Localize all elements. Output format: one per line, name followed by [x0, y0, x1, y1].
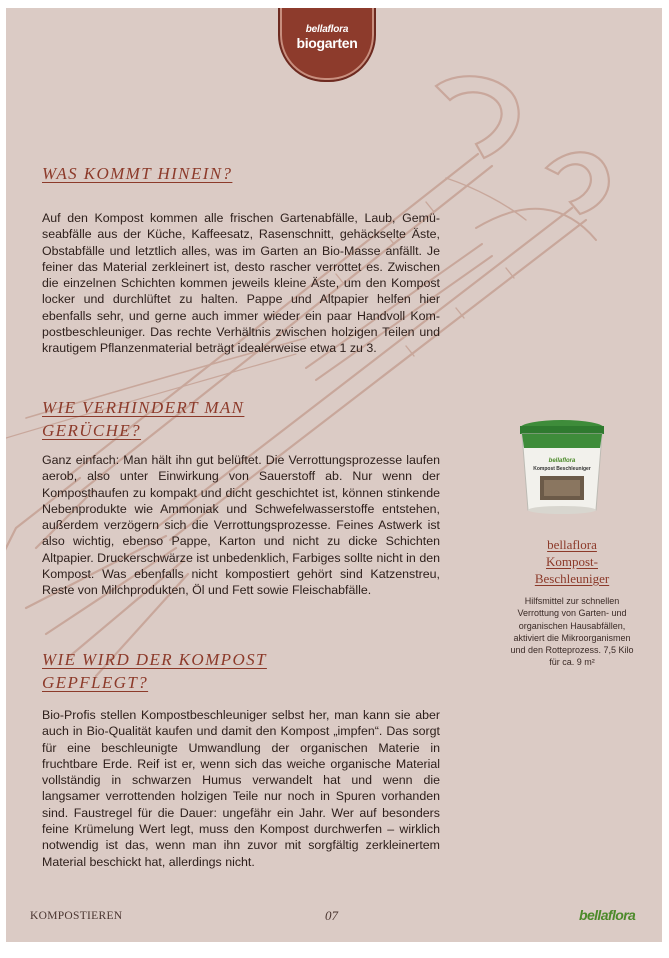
section-heading: WIE WIRD DER KOMPOST GEPFLEGT? — [42, 650, 267, 692]
logo-brand: bellaflora — [305, 24, 349, 35]
footer-section-name: KOMPOSTIEREN — [30, 910, 123, 922]
page-number: 07 — [325, 908, 338, 923]
section-body: Auf den Kompost kommen alle frischen Gartenabfälle, Laub, Gemüseabfälle aus der Küche, Kaffeesatz, Rasenschnitt, gehäckselte Äste, Obstabfälle und letztlich alles, was im Garten an Bio-Masse anfällt. Je feiner das Material zerkleinert ist, desto rascher verrottet es. Zwischen die einzelnen Schichten kommen jeweils kleine Äste, um den Kompost locker und durchlüftet zu halten. Pappe und Altpapier helfen hier ebenfalls sehr, und gerne auch immer wieder ein paar Handvoll Kompostbeschleuniger. Das rechte Verhältnis zwischen holzigen Teilen und krautigem Pflanzenmaterial beträgt idealerweise etwa 1 zu 3. — [42, 211, 440, 356]
footer-brand-logo: bellaflora — [579, 907, 636, 923]
product-label-brand: bellaflora — [548, 458, 576, 464]
section-heading: WIE VERHINDERT MAN GERÜCHE? — [42, 398, 245, 440]
section-heading: WAS KOMMT HINEIN? — [42, 164, 233, 183]
fork-handle — [546, 152, 609, 214]
magazine-page — [6, 8, 662, 942]
logo-name: biogarten — [296, 35, 358, 51]
spade-handle-grip — [436, 76, 519, 158]
section-body: Ganz einfach: Man hält ihn gut belüftet. Die Verrottungsprozesse laufen aerob, also unter Einwirkung von Sauerstoff ab. Nur wenn der Komposthaufen zu kompakt und dicht geschichtet ist, können stinkende Nebenprodukte wie Ammoniak und Schwefelwasserstoffe entstehen, außerdem verzögern sich die Verrottungsprozesse. Feines Astwerk ist also wichtig, ebenso Pappe, Karton und nicht zu dicke Schichten Altpapier. Druckerschwärze ist unbedenklich, Farbiges sollte nicht in den Kompost. Was ebenfalls nicht kompostiert gehört sind Katzenstreu, Reste von Milchprodukten, Öl und Fett sowie Fleischabfälle. — [42, 453, 440, 598]
product-title: bellaflora Kompost- Beschleuniger — [534, 537, 610, 586]
product-bucket-image — [516, 418, 608, 516]
product-description: Hilfsmittel zur schnellen Verrottung von Garten- und organischen Hausabfällen, aktiviert die Mikroorganismen und den Rotteprozess. 7,5 Kilo für ca. 9 m² — [510, 596, 634, 668]
product-label-name: Kompost Beschleuniger — [533, 466, 591, 472]
section-body: Bio-Profis stellen Kompostbeschleuniger selbst her, man kann sie aber auch in Bio-Qualität kaufen und damit den Kompost „impfen“. Das sorgt für eine beschleunigte Umwandlung der organischen Materie in fruchtbare Erde. Reif ist er, wenn sich das weiche organische Material vollständig in schwarzen Humus verwandelt hat und wenn die langsamer verrottenden holzigen Teile nur noch in Spuren vorhanden sind. Faustregel für die Dauer: ungefähr ein Jahr. Wer auf besonders feine Krümelung Wert legt, muss den Kompost durchwerfen – wirklich notwendig ist das, wenn man ihn zuvor mit sorgfältig zerkleinertem Material beschickt hat, allerdings nicht. — [42, 708, 440, 869]
